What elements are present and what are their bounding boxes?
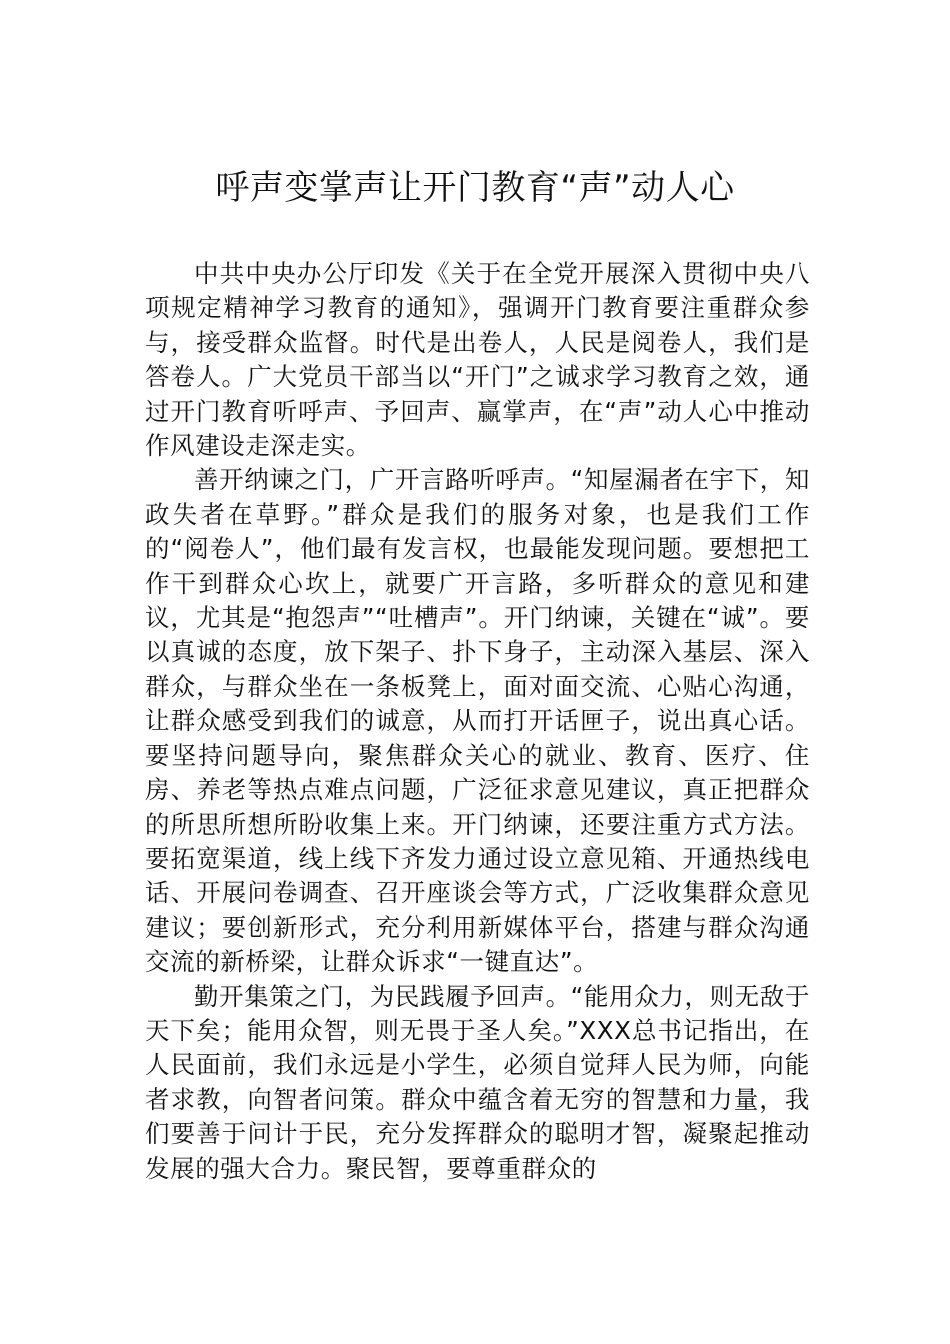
- document-title: 呼声变掌声让开门教育“声”动人心: [215, 168, 735, 208]
- document-body: [145, 257, 810, 1186]
- paragraph-1: 中共中央办公厅印发《关于在全党开展深入贯彻中央八项规定精神学习教育的通知》，强调开门教育要注重群众参与，接受群众监督。时代是出卷人，人民是阅卷人，我们是答卷人。广大党员干部当以“开门”之诚求学习教育之效，通过开门教育听呼声、予回声、赢掌声，在“声”动人心中推动作风建设走深走实。: [145, 259, 810, 461]
- paragraph-3: 勤开集策之门，为民践履予回声。“能用众力，则无敌于天下矣；能用众智，则无畏于圣人矣。”XXX总书记指出，在人民面前，我们永远是小学生，必须自觉拜人民为师，向能者求教，向智者问策。群众中蕴含着无穷的智慧和力量，我们要善于问计于民，充分发挥群众的聪明才智，凝聚起推动发展的强大合力。聚民智，要尊重群众的: [145, 981, 810, 1183]
- paragraph-2: 善开纳谏之门，广开言路听呼声。“知屋漏者在宇下，知政失者在草野。”群众是我们的服务对象，也是我们工作的“阅卷人”，他们最有发言权，也最能发现问题。要想把工作干到群众心坎上，就要广开言路，多听群众的意见和建议，尤其是“抱怨声”“吐槽声”。开门纳谏，关键在“诚”。要以真诚的态度，放下架子、扑下身子，主动深入基层、深入群众，与群众坐在一条板凳上，面对面交流、心贴心沟通，让群众感受到我们的诚意，从而打开话匣子，说出真心话。要坚持问题导向，聚焦群众关心的就业、教育、医疗、住房、养老等热点难点问题，广泛征求意见建议，真正把群众的所思所想所盼收集上来。开门纳谏，还要注重方式方法。要拓宽渠道，线上线下齐发力通过设立意见箱、开通热线电话、开展问卷调查、召开座谈会等方式，广泛收集群众意见建议；要创新形式，充分利用新媒体平台，搭建与群众沟通交流的新桥梁，让群众诉求“一键直达”。: [145, 465, 810, 977]
